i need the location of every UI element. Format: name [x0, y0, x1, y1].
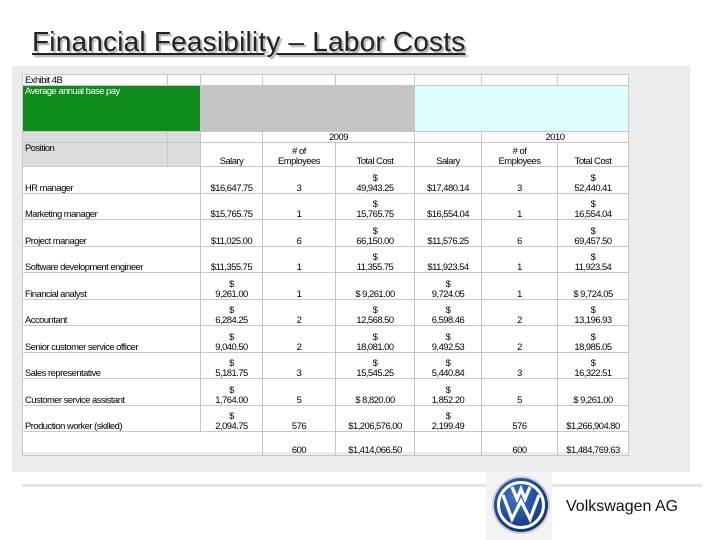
total-cost-2009-cell: $ 15,765.75 [336, 193, 415, 220]
total-cost-2010-cell: $ 9,724.05 [558, 273, 629, 300]
employees-2009-cell: 2 [263, 326, 336, 353]
position-cell: Project manager [23, 220, 201, 247]
salary-2009-cell: $ 9,261.00 [201, 273, 263, 300]
employees-2010-cell: 3 [482, 352, 558, 379]
total-cost-2010-cell: $1,266,904.80 [558, 405, 629, 432]
total-cost-2009-cell: $ 15,545.25 [336, 352, 415, 379]
grand-total-2009: $1,414,066.50 [336, 432, 415, 456]
employees-2010-cell: 6 [482, 220, 558, 247]
salary-header-2010: Salary [415, 143, 482, 167]
position-cell: Production worker (skilled) [23, 405, 201, 432]
table-row [23, 193, 629, 220]
table-row [23, 379, 629, 406]
volkswagen-logo-icon [491, 475, 551, 535]
total-cost-2009-cell: $ 8,820.00 [336, 379, 415, 406]
salary-2009-cell: $11,025.00 [201, 220, 263, 247]
employees-2010-cell: 1 [482, 246, 558, 273]
total-cost-2009-cell: $ 66,150.00 [336, 220, 415, 247]
employees-2010-cell: 576 [482, 405, 558, 432]
employees-2010-cell: 2 [482, 299, 558, 326]
salary-2009-cell: $15,765.75 [201, 193, 263, 220]
totals-row [23, 432, 629, 456]
year-2010-header: 2010 [482, 132, 629, 143]
salary-2010-cell: $ 2,199.49 [415, 405, 482, 432]
employees-2009-cell: 1 [263, 273, 336, 300]
total-employees-2009: 600 [263, 432, 336, 456]
table-row [23, 220, 629, 247]
table-row [23, 246, 629, 273]
slide-title: Financial Feasibility – Labor Costs [32, 26, 466, 57]
salary-2009-cell: $ 1,764.00 [201, 379, 263, 406]
employees-2009-cell: 3 [263, 167, 336, 194]
section-subtitle: Average annual base pay [23, 86, 201, 132]
salary-2009-cell: $ 2,094.75 [201, 405, 263, 432]
total-employees-2010: 600 [482, 432, 558, 456]
footer-brand: Volkswagen AG [566, 498, 679, 515]
employees-2009-cell: 1 [263, 246, 336, 273]
employees-2009-cell: 5 [263, 379, 336, 406]
employees-2009-cell: 2 [263, 299, 336, 326]
position-header: Position [23, 143, 168, 167]
total-cost-2010-cell: $ 18,985.05 [558, 326, 629, 353]
total-cost-2009-cell: $1,206,576.00 [336, 405, 415, 432]
total-cost-2010-cell: $ 9,261.00 [558, 379, 629, 406]
salary-2010-cell: $ 9,492.53 [415, 326, 482, 353]
employees-2010-cell: 3 [482, 167, 558, 194]
total-cost-2009-cell: $ 49,943.25 [336, 167, 415, 194]
total-cost-header-2009: Total Cost [336, 143, 415, 167]
total-cost-2010-cell: $ 16,322.51 [558, 352, 629, 379]
salary-2010-cell: $ 6,598.46 [415, 299, 482, 326]
position-cell: Financial analyst [23, 273, 201, 300]
salary-2010-cell: $11,923.54 [415, 246, 482, 273]
total-cost-2009-cell: $ 9,261.00 [336, 273, 415, 300]
employees-2009-cell: 576 [263, 405, 336, 432]
total-cost-2010-cell: $ 13,196.93 [558, 299, 629, 326]
table-row [23, 405, 629, 432]
employees-2010-cell: 2 [482, 326, 558, 353]
salary-2010-cell: $ 5,440.84 [415, 352, 482, 379]
salary-2010-cell: $17,480.14 [415, 167, 482, 194]
total-cost-2010-cell: $ 11,923.54 [558, 246, 629, 273]
salary-2009-cell: $11,355.75 [201, 246, 263, 273]
position-cell: HR manager [23, 167, 201, 194]
position-cell: Accountant [23, 299, 201, 326]
salary-header-2009: Salary [201, 143, 263, 167]
table-row [23, 326, 629, 353]
salary-2009-cell: $16,647.75 [201, 167, 263, 194]
employees-2010-cell: 5 [482, 379, 558, 406]
salary-2010-cell: $ 9,724.05 [415, 273, 482, 300]
salary-2009-cell: $ 9,040.50 [201, 326, 263, 353]
position-cell: Senior customer service officer [23, 326, 201, 353]
total-cost-2010-cell: $ 16,554.04 [558, 193, 629, 220]
employees-header-2010: # of Employees [482, 143, 558, 167]
position-cell: Sales representative [23, 352, 201, 379]
table-row [23, 352, 629, 379]
table-row [23, 167, 629, 194]
labor-cost-table [22, 74, 629, 456]
grand-total-2010: $1,484,769.63 [558, 432, 629, 456]
total-cost-header-2010: Total Cost [558, 143, 629, 167]
employees-2010-cell: 1 [482, 193, 558, 220]
position-cell: Software development engineer [23, 246, 201, 273]
labor-cost-sheet [22, 74, 628, 456]
employees-header-2009: # of Employees [263, 143, 336, 167]
footer-rule [22, 484, 702, 487]
total-cost-2010-cell: $ 69,457.50 [558, 220, 629, 247]
salary-2009-cell: $ 5,181.75 [201, 352, 263, 379]
total-cost-2009-cell: $ 11,355.75 [336, 246, 415, 273]
year-2009-header: 2009 [263, 132, 415, 143]
employees-2009-cell: 1 [263, 193, 336, 220]
salary-2010-cell: $ 1,852.20 [415, 379, 482, 406]
exhibit-label: Exhibit 4B [23, 75, 168, 86]
employees-2009-cell: 3 [263, 352, 336, 379]
employees-2009-cell: 6 [263, 220, 336, 247]
salary-2009-cell: $ 6,284.25 [201, 299, 263, 326]
total-cost-2009-cell: $ 12,568.50 [336, 299, 415, 326]
salary-2010-cell: $16,554.04 [415, 193, 482, 220]
total-cost-2010-cell: $ 52,440.41 [558, 167, 629, 194]
table-row [23, 299, 629, 326]
table-row [23, 273, 629, 300]
employees-2010-cell: 1 [482, 273, 558, 300]
salary-2010-cell: $11,576.25 [415, 220, 482, 247]
total-cost-2009-cell: $ 18,081.00 [336, 326, 415, 353]
position-cell: Marketing manager [23, 193, 201, 220]
position-cell: Customer service assistant [23, 379, 201, 406]
